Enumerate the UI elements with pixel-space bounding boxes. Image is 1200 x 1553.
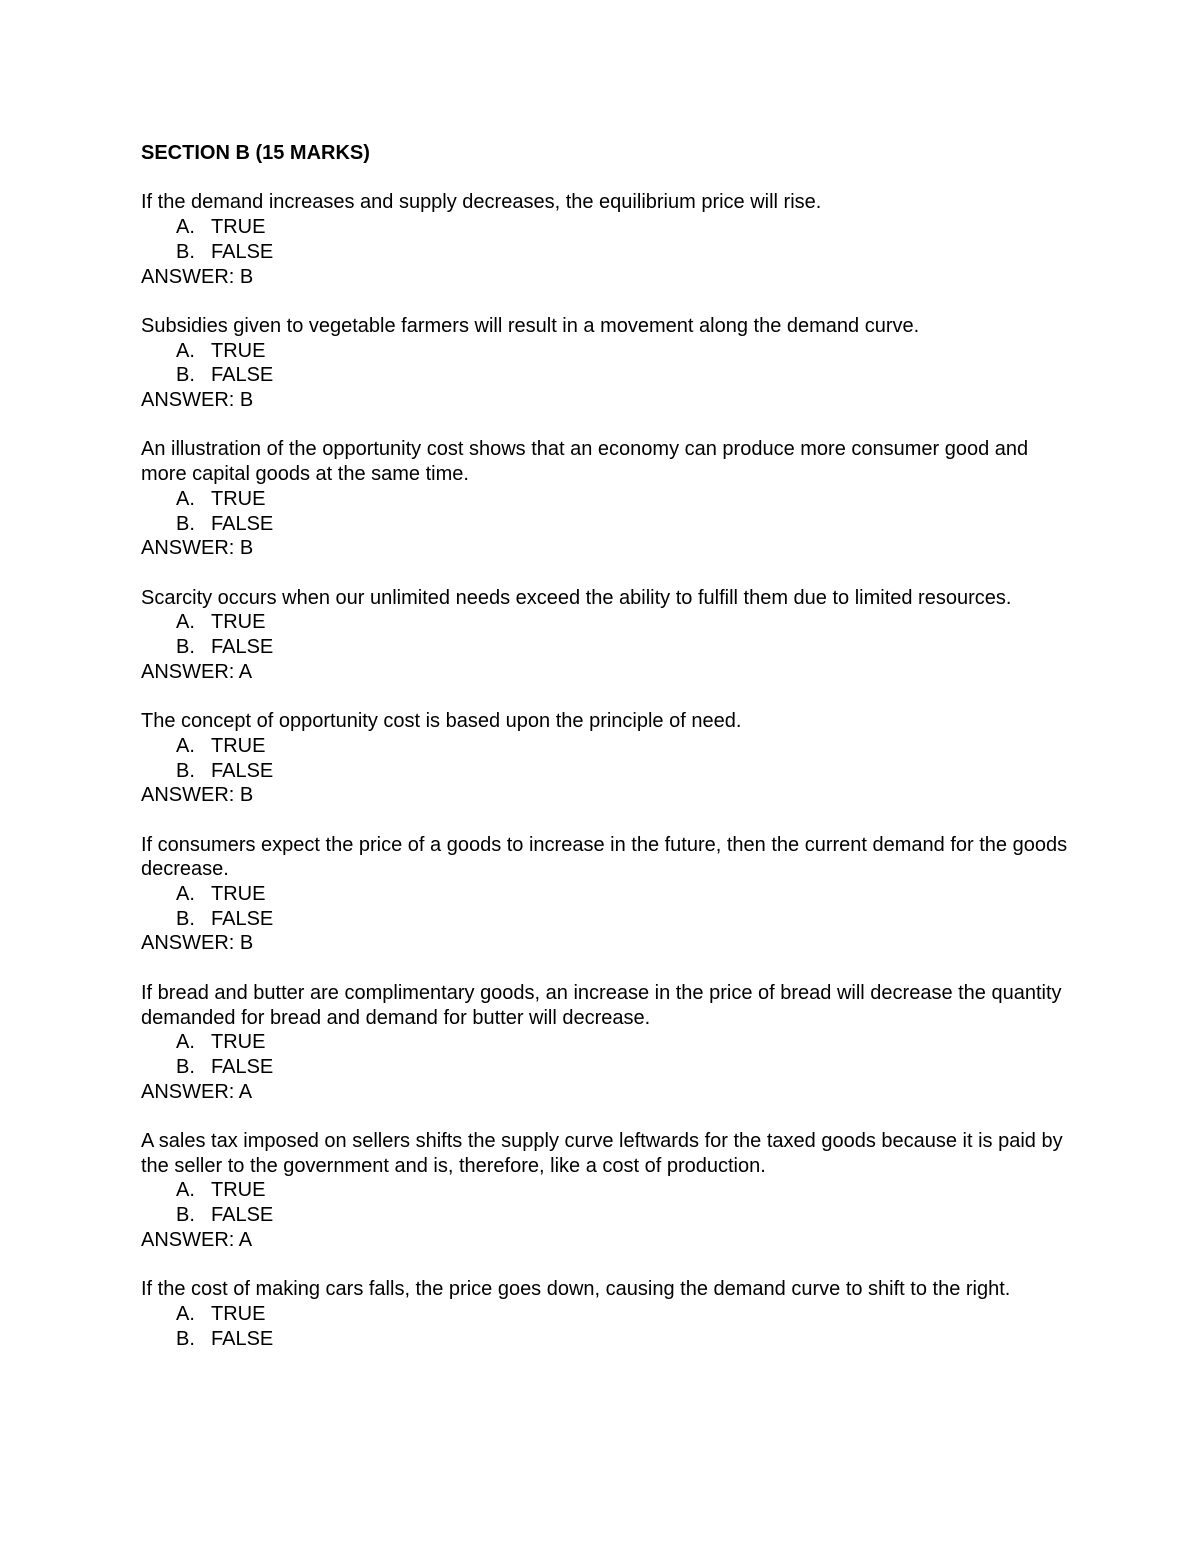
- option-letter: B.: [176, 636, 195, 658]
- answer-prefix: ANSWER:: [141, 265, 235, 288]
- question-block: [141, 437, 1071, 561]
- answer-line: [141, 783, 1071, 808]
- option-text: FALSE: [211, 1327, 274, 1350]
- answer-prefix: ANSWER:: [141, 784, 235, 807]
- answer-line: [141, 1228, 1071, 1253]
- option-letter: B.: [176, 240, 195, 263]
- answer-line: [141, 1080, 1071, 1105]
- option-text: FALSE: [211, 512, 274, 535]
- answer-value: B: [239, 389, 254, 411]
- answer-value: A: [238, 660, 253, 683]
- option-letter: B.: [176, 1327, 195, 1350]
- option-item: [141, 512, 1071, 537]
- question-block: [141, 981, 1071, 1105]
- option-item: [141, 1203, 1071, 1228]
- option-list: [141, 215, 1071, 264]
- option-letter: A.: [176, 339, 195, 362]
- option-list: [141, 487, 1071, 536]
- option-text: TRUE: [211, 1179, 266, 1202]
- option-item: [141, 363, 1071, 388]
- question-block: [141, 586, 1071, 685]
- option-item: [141, 1055, 1071, 1080]
- option-letter: A.: [176, 734, 195, 757]
- question-list: [141, 190, 1071, 1351]
- answer-prefix: ANSWER:: [141, 1080, 235, 1103]
- option-item: [141, 734, 1071, 759]
- option-letter: B.: [176, 907, 195, 930]
- question-text: If the demand increases and supply decreases, the equilibrium price will rise.: [141, 191, 822, 214]
- option-item: [141, 882, 1071, 907]
- option-item: [141, 487, 1071, 512]
- question-block: [141, 709, 1071, 808]
- question-block: [141, 314, 1071, 413]
- option-item: [141, 1327, 1071, 1352]
- answer-value: B: [239, 784, 254, 807]
- answer-prefix: ANSWER:: [141, 537, 235, 560]
- option-text: FALSE: [211, 364, 274, 387]
- document-page: [141, 141, 1071, 1376]
- answer-prefix: ANSWER:: [141, 389, 235, 411]
- question-text: The concept of opportunity cost is based upon the principle of need.: [141, 710, 742, 733]
- option-list: [141, 339, 1071, 388]
- section-heading: SECTION B (15 MARKS): [141, 142, 370, 164]
- question-block: [141, 1129, 1071, 1253]
- option-letter: B.: [176, 759, 195, 782]
- option-text: TRUE: [211, 883, 266, 905]
- answer-line: [141, 536, 1071, 561]
- option-item: [141, 215, 1071, 240]
- option-list: [141, 1302, 1071, 1351]
- question-text: If the cost of making cars falls, the price goes down, causing the demand curve to shift to the right.: [141, 1278, 1011, 1301]
- option-letter: A.: [176, 1302, 195, 1325]
- option-letter: A.: [176, 611, 195, 634]
- option-text: FALSE: [211, 240, 274, 263]
- option-text: TRUE: [211, 611, 266, 634]
- option-list: [141, 882, 1071, 931]
- answer-value: A: [238, 1080, 253, 1103]
- option-list: [141, 734, 1071, 783]
- answer-prefix: ANSWER:: [141, 1228, 235, 1251]
- option-letter: A.: [176, 487, 195, 510]
- option-list: [141, 610, 1071, 659]
- option-text: FALSE: [211, 759, 274, 782]
- option-letter: A.: [176, 1179, 195, 1202]
- option-list: [141, 1178, 1071, 1227]
- option-text: FALSE: [211, 1055, 274, 1078]
- option-text: TRUE: [211, 487, 266, 510]
- option-text: FALSE: [211, 907, 274, 930]
- option-list: [141, 1030, 1071, 1079]
- option-item: [141, 1030, 1071, 1055]
- question-block: [141, 1277, 1071, 1351]
- option-letter: B.: [176, 512, 195, 535]
- option-item: [141, 635, 1071, 660]
- question-text: Subsidies given to vegetable farmers will result in a movement along the demand curve.: [141, 314, 920, 337]
- answer-prefix: ANSWER:: [141, 660, 235, 683]
- option-item: [141, 907, 1071, 932]
- question-text: A sales tax imposed on sellers shifts the supply curve leftwards for the taxed goods because it is paid by the seller to the government and is, therefore, like a cost of production.: [141, 1130, 1063, 1177]
- question-text: If bread and butter are complimentary goods, an increase in the price of bread will decrease the quantity demanded for bread and demand for butter will decrease.: [141, 981, 1062, 1029]
- answer-value: B: [239, 265, 254, 288]
- option-letter: B.: [176, 364, 195, 387]
- option-item: [141, 339, 1071, 364]
- question-block: [141, 190, 1071, 289]
- question-block: [141, 833, 1071, 957]
- option-letter: A.: [176, 216, 195, 239]
- option-item: [141, 1178, 1071, 1203]
- question-text: An illustration of the opportunity cost shows that an economy can produce more consumer good and more capital goods at the same time.: [141, 438, 1029, 486]
- option-letter: B.: [176, 1204, 195, 1227]
- option-text: TRUE: [211, 339, 266, 362]
- answer-line: [141, 388, 1071, 413]
- option-item: [141, 759, 1071, 784]
- option-item: [141, 1302, 1071, 1327]
- option-letter: B.: [176, 1055, 195, 1078]
- option-text: TRUE: [211, 1031, 266, 1054]
- question-text: Scarcity occurs when our unlimited needs exceed the ability to fulfill them due to limited resources.: [141, 586, 1012, 609]
- option-text: TRUE: [211, 216, 266, 239]
- option-text: TRUE: [211, 734, 266, 757]
- option-item: [141, 610, 1071, 635]
- option-item: [141, 240, 1071, 265]
- answer-line: [141, 931, 1071, 956]
- option-text: FALSE: [211, 1204, 274, 1227]
- option-letter: A.: [176, 1031, 195, 1054]
- answer-value: B: [239, 932, 254, 955]
- answer-prefix: ANSWER:: [141, 932, 235, 955]
- option-text: TRUE: [211, 1302, 266, 1325]
- option-text: FALSE: [211, 636, 274, 658]
- question-text: If consumers expect the price of a goods to increase in the future, then the current demand for the goods decrease.: [141, 833, 1068, 881]
- option-letter: A.: [176, 883, 195, 905]
- answer-line: [141, 265, 1071, 290]
- answer-value: A: [238, 1228, 253, 1251]
- answer-value: B: [239, 537, 254, 560]
- answer-line: [141, 660, 1071, 685]
